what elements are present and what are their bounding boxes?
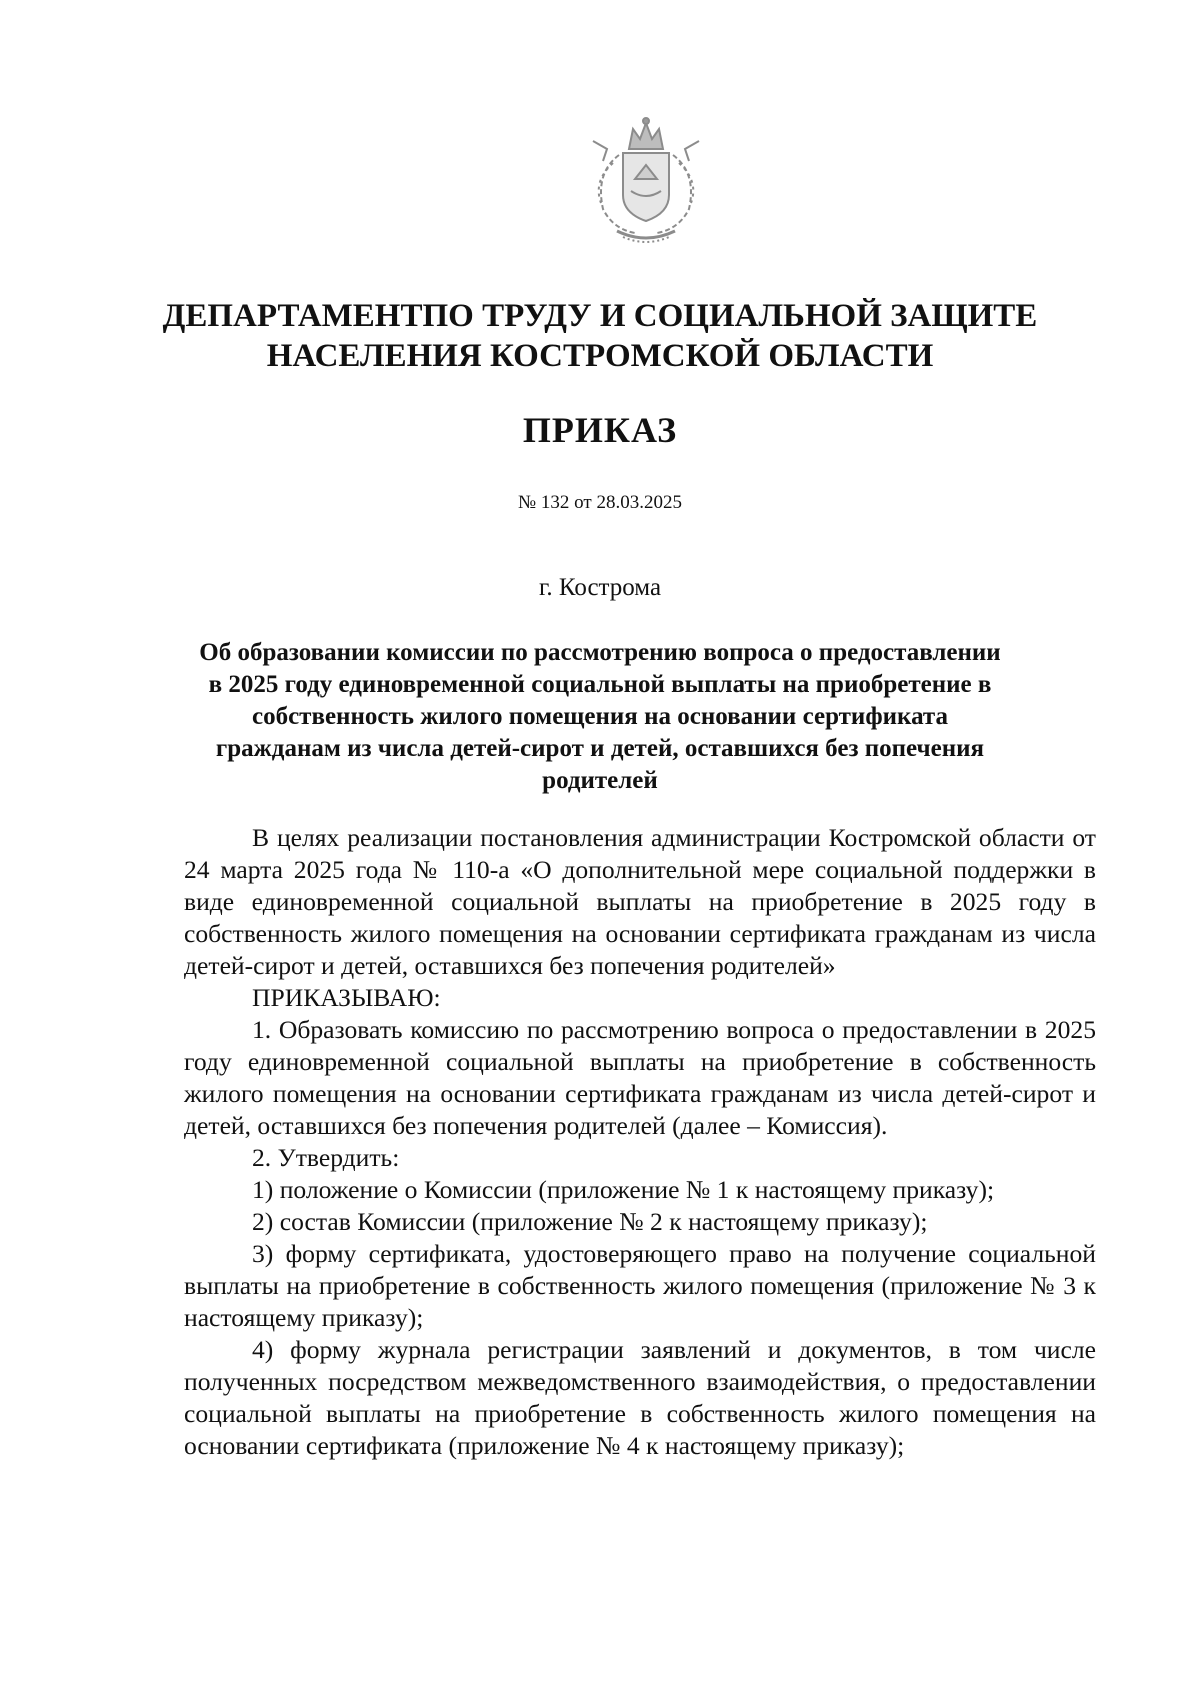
item-2-2-paragraph: 2) состав Комиссии (приложение № 2 к настоящему приказу);: [252, 1207, 928, 1236]
department-name: [120, 296, 1080, 376]
preamble-paragraph: В целях реализации постановления администрации Костромской области от 24 марта 2025 года № 110-а «О дополнительной мере социальной поддержки в виде единовременной социальной выплаты на приобретение в 2025 году в собственность жилого помещения на основании сертификата гражданам из числа детей-сирот и детей, оставшихся без попечения родителей»: [184, 823, 1096, 980]
item-1-paragraph: 1. Образовать комиссию по рассмотрению вопроса о предоставлении в 2025 году единовременной социальной выплаты на приобретение в собственность жилого помещения на основании сертификата гражданам из числа детей-сирот и детей, оставшихся без попечения родителей (далее – Комиссия).: [184, 1015, 1096, 1140]
order-subject: [160, 637, 1040, 797]
document-type: ПРИКАЗ: [522, 410, 678, 450]
order-body: [184, 822, 1096, 1462]
item-2-1-paragraph: 1) положение о Комиссии (приложение № 1 к настоящему приказу);: [252, 1175, 995, 1204]
decree-word: ПРИКАЗЫВАЮ:: [252, 983, 441, 1012]
city: г. Кострома: [538, 574, 662, 601]
item-2-3-paragraph: 3) форму сертификата, удостоверяющего право на получение социальной выплаты на приобретение в собственность жилого помещения (приложение № 3 к настоящему приказу);: [184, 1239, 1096, 1332]
subject-line3: собственность жилого помещения на основании сертификата: [251, 703, 949, 730]
department-name-line1: ДЕПАРТАМЕНТПО ТРУДУ И СОЦИАЛЬНОЙ ЗАЩИТЕ: [162, 298, 1038, 334]
order-number-date: № 132 от 28.03.2025: [518, 492, 682, 513]
coat-of-arms-icon: [573, 113, 719, 247]
subject-line2: в 2025 году единовременной социальной выплаты на приобретение в: [208, 671, 992, 698]
subject-line1: Об образовании комиссии по рассмотрению вопроса о предоставлении: [199, 639, 1001, 666]
department-name-line2: НАСЕЛЕНИЯ КОСТРОМСКОЙ ОБЛАСТИ: [266, 338, 934, 374]
item-2-paragraph: 2. Утвердить:: [252, 1143, 400, 1172]
item-2-4-paragraph: 4) форму журнала регистрации заявлений и документов, в том числе полученных посредством межведомственного взаимодействия, о предоставлении социальной выплаты на приобретение в собственность жилого помещения на основании сертификата (приложение № 4 к настоящему приказу);: [184, 1335, 1096, 1460]
subject-line4: гражданам из числа детей-сирот и детей, оставшихся без попечения: [215, 735, 985, 762]
subject-line5: родителей: [542, 767, 658, 794]
